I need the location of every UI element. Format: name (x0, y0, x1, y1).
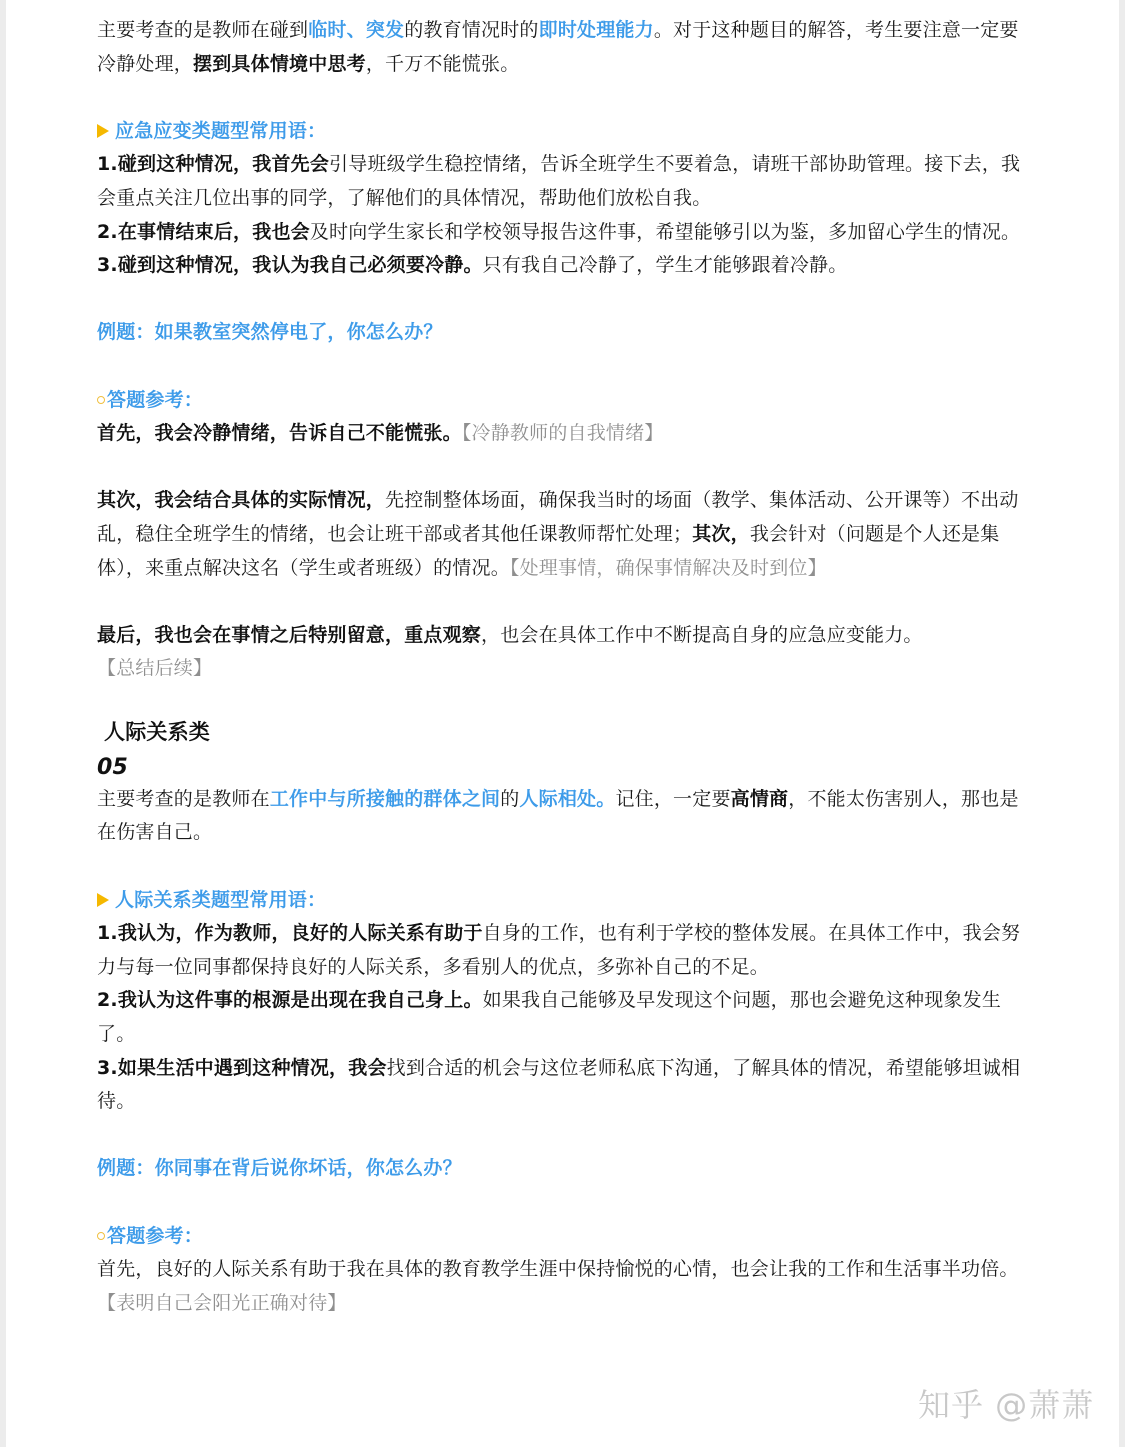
circle-bullet-icon (97, 396, 105, 404)
bold-text: 3.如果生活中遇到这种情况，我会 (97, 1056, 387, 1079)
text: 的 (500, 787, 520, 810)
answer-heading (97, 1220, 1022, 1254)
bold-text: 1.碰到这种情况，我首先会 (97, 153, 330, 176)
bold-text: 其次，我会结合具体的实际情况， (97, 489, 386, 512)
phrase-item (97, 917, 1022, 984)
answer-paragraph (97, 484, 1022, 585)
text: 自身的工作，也有利于学校的整体发展。在具体工作中，我会努力与每一位同事都保持良好的人际关系，多看别人的优点，多弥补自己的不足。 (97, 922, 1021, 978)
note-text: 【表明自己会阳光正确对待】 (97, 1291, 347, 1314)
note-text: 【处理事情，确保事情解决及时到位】 (509, 556, 827, 579)
phrase-item (97, 1052, 1022, 1119)
text: 引导班级学生稳控情绪，告诉全班学生不要着急，请班干部协助管理。接下去，我会重点关注几位出事的同学，了解他们的具体情况，帮助他们放松自我。 (97, 153, 1021, 209)
highlight-text: 人际相处。 (519, 787, 616, 810)
text: ，也会在具体工作中不断提高自身的应急应变能力。 (481, 623, 923, 646)
section-number: 05 (97, 754, 129, 780)
page-left-border (0, 0, 6, 1447)
zhihu-watermark: 知乎 @萧萧 (918, 1386, 1095, 1424)
page-right-border (1119, 0, 1125, 1447)
answer-paragraph (97, 417, 1022, 451)
section-title: 人际关系类 (104, 719, 210, 744)
text: 如果我自己能够及早发现这个问题，那也会避免这种现象发生了。 (97, 989, 1002, 1046)
text: 主要考查的是教师在碰到 (97, 19, 309, 41)
answer-paragraph (97, 619, 1022, 686)
note-text: 【总结后续】 (97, 657, 213, 680)
bold-text: 摆到具体情境中思考 (193, 52, 366, 75)
article-body (97, 14, 1022, 1320)
emergency-phrases-heading (97, 115, 1022, 149)
answer-paragraph (97, 1253, 1022, 1320)
bold-text: 最后，我也会在事情之后特别留意， (97, 623, 405, 646)
highlight-text: 临时、突发 (308, 19, 405, 41)
bold-text: 首先，我会冷静情绪，告诉自己不能慌张。 (97, 422, 462, 445)
text: 记住，一定要 (615, 787, 731, 810)
text: 主要考查的是教师在 (97, 787, 270, 810)
text: 我会针对（问题是个人还是集体），来重点解决这名（学生或者班级）的情况。 (97, 522, 1000, 579)
bold-text: 2.在事情结束后，我也会 (97, 220, 310, 243)
text: 只有我自己冷静了，学生才能够跟着冷静。 (482, 254, 848, 277)
highlight-text: 即时处理能力 (538, 19, 654, 41)
triangle-bullet-icon (97, 124, 109, 138)
bold-text: 其次， (692, 522, 750, 545)
relations-phrases-heading (97, 884, 1022, 918)
example-question: 例题：你同事在背后说你坏话，你怎么办？ (97, 1157, 462, 1180)
answer-heading (97, 384, 1022, 418)
heading-text: 应急应变类题型常用语： (115, 119, 327, 142)
bold-text: 高情商 (730, 787, 789, 810)
text: ，不能太伤害别人，那也是在伤害自己。 (97, 787, 1019, 844)
relations-intro-paragraph (97, 783, 1022, 850)
text: 的教育情况时的 (404, 19, 539, 41)
highlight-text: 工作中与所接触的群体之间 (269, 787, 501, 810)
heading-text: 答题参考： (107, 1224, 204, 1247)
example-question: 例题：如果教室突然停电了，你怎么办？ (97, 321, 443, 344)
heading-text: 答题参考： (107, 388, 204, 411)
heading-text: 人际关系类题型常用语： (115, 888, 327, 911)
note-text: 【冷静教师的自我情绪】 (461, 422, 664, 445)
phrase-item (97, 148, 1022, 215)
text: 。对于这种题目的解答，考生要注意一定要冷静处理， (97, 19, 1019, 75)
circle-bullet-icon (97, 1232, 105, 1240)
text: 先控制整体场面，确保我当时的场面（教学、集体活动、公开课等）不出动乱，稳住全班学生的情绪，也会让班干部或者其他任课教师帮忙处理； (97, 489, 1019, 545)
text: 首先，良好的人际关系有助于我在具体的教育教学生涯中保持愉悦的心情，也会让我的工作和生活事半功倍。 (97, 1258, 1019, 1281)
text: ，千万不能慌张。 (365, 52, 520, 75)
phrase-item (97, 216, 1022, 250)
bold-text: 重点观察 (404, 623, 482, 646)
phrase-item (97, 984, 1022, 1051)
bold-text: 1.我认为，作为教师，良好的人际关系有助于 (97, 922, 483, 945)
text: 找到合适的机会与这位老师私底下沟通，了解具体的情况，希望能够坦诚相待。 (97, 1056, 1021, 1113)
bold-text: 2.我认为这件事的根源是出现在我自己身上。 (97, 989, 483, 1012)
bold-text: 3.碰到这种情况，我认为我自己必须要冷静。 (97, 254, 483, 277)
emergency-intro-paragraph (97, 14, 1022, 81)
triangle-bullet-icon (97, 893, 109, 907)
text: 及时向学生家长和学校领导报告这件事，希望能够引以为鉴，多加留心学生的情况。 (309, 220, 1021, 243)
phrase-item (97, 249, 1022, 283)
